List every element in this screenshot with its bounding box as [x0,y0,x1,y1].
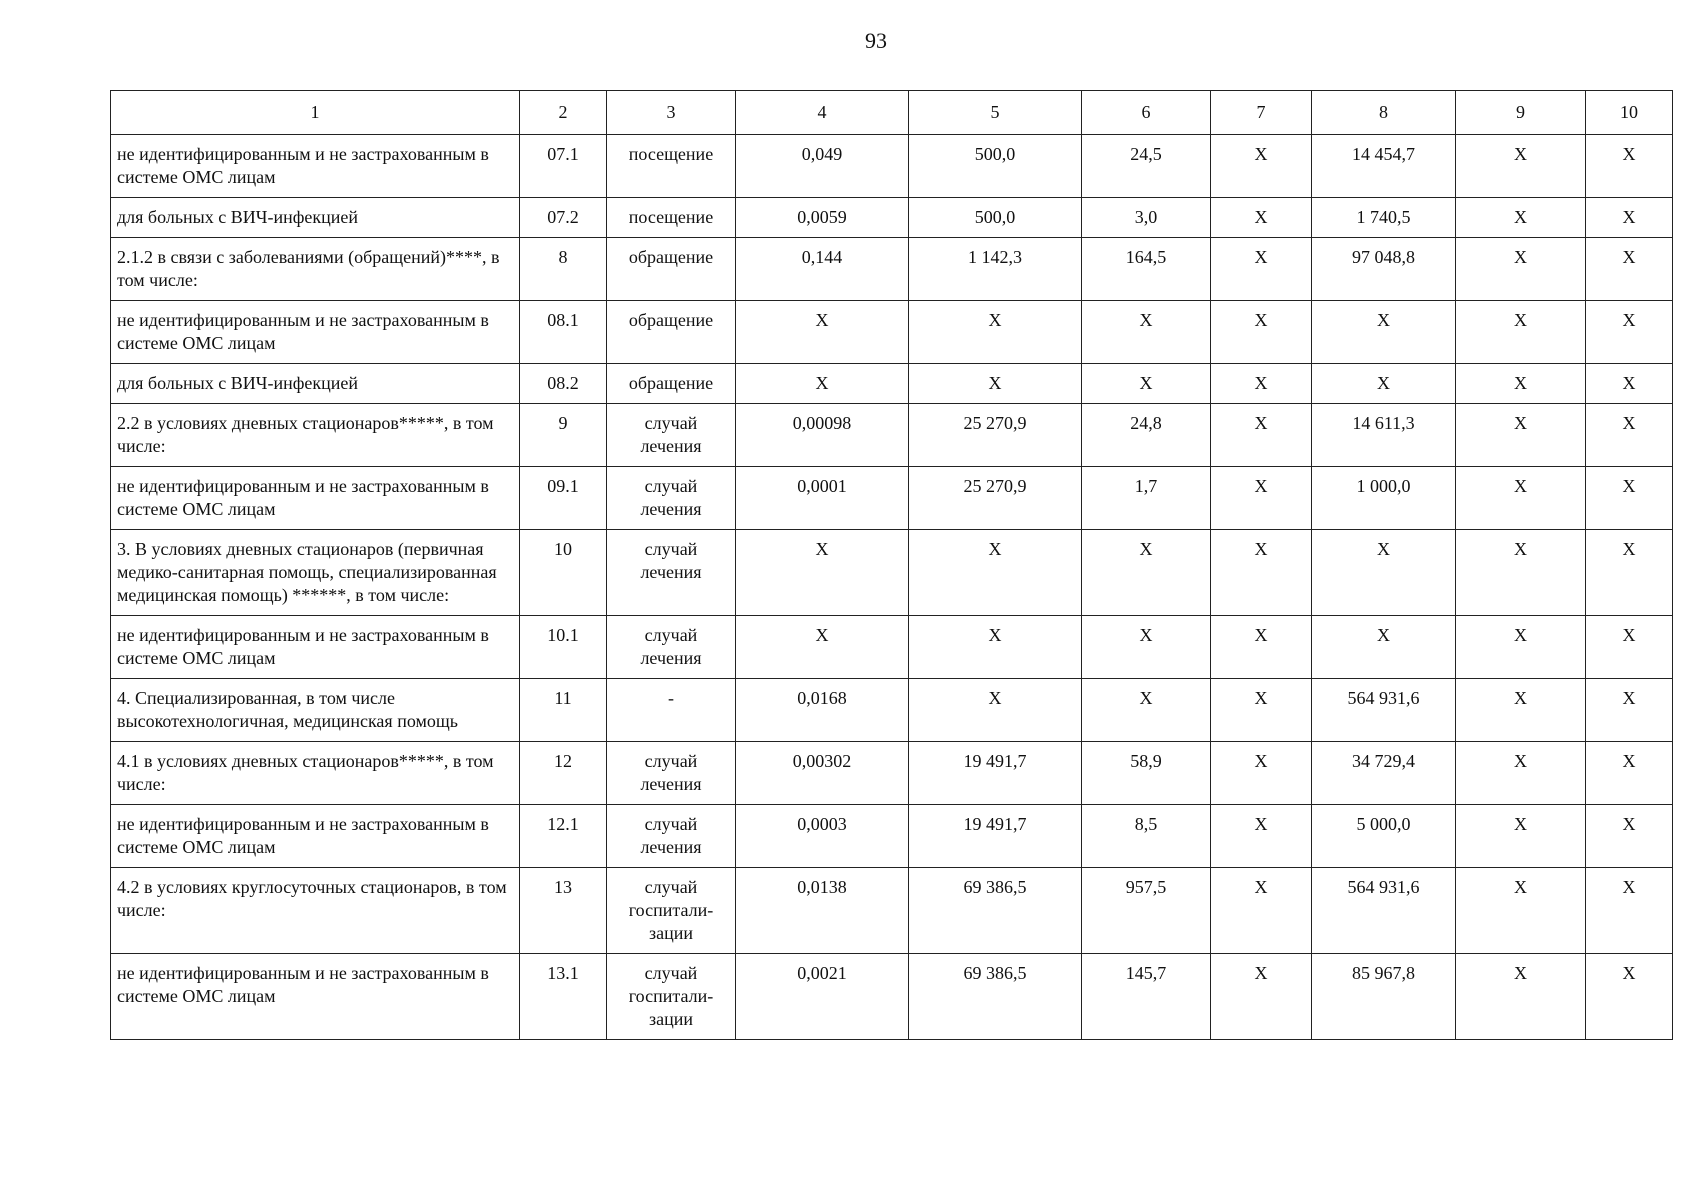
cell-norm-cost: 19 491,7 [909,742,1082,805]
cell-cost-total: 1 740,5 [1312,198,1456,238]
table-row [111,679,1673,742]
header-cell-3: 3 [607,91,736,135]
cell-row-label: 4.1 в условиях дневных стационаров*****, в том числе: [111,742,520,805]
cell-row-code: 07.2 [520,198,607,238]
cell-col-7: Х [1211,135,1312,198]
cell-per-capita: 58,9 [1082,742,1211,805]
table-row [111,198,1673,238]
cell-col-10: Х [1586,467,1673,530]
table-row [111,805,1673,868]
cell-col-9: Х [1456,805,1586,868]
cell-col-9: Х [1456,868,1586,954]
page-number: 93 [865,28,887,53]
table-row [111,404,1673,467]
cell-row-label: 3. В условиях дневных стационаров (первичная медико-санитарная помощь, специализированная медицинская помощь) ******, в том числе: [111,530,520,616]
cell-row-code: 8 [520,238,607,301]
cell-unit: обращение [607,238,736,301]
cell-row-label: для больных с ВИЧ-инфекцией [111,364,520,404]
cell-col-10: Х [1586,805,1673,868]
cell-col-7: Х [1211,530,1312,616]
cell-cost-total: 1 000,0 [1312,467,1456,530]
cell-col-9: Х [1456,364,1586,404]
cell-row-code: 10.1 [520,616,607,679]
cell-row-code: 08.1 [520,301,607,364]
cell-norm-cost: 25 270,9 [909,404,1082,467]
cell-row-label: не идентифицированным и не застрахованным в системе ОМС лицам [111,301,520,364]
cell-per-capita: Х [1082,530,1211,616]
cell-cost-total: 14 454,7 [1312,135,1456,198]
cell-norm-volume: 0,00098 [736,404,909,467]
cell-unit: случай лечения [607,530,736,616]
table-row [111,616,1673,679]
cell-row-label: 2.1.2 в связи с заболеваниями (обращений)****, в том числе: [111,238,520,301]
cell-row-label: 2.2 в условиях дневных стационаров*****, в том числе: [111,404,520,467]
cell-norm-cost: 1 142,3 [909,238,1082,301]
cell-col-10: Х [1586,530,1673,616]
cell-unit: случай лечения [607,467,736,530]
cell-row-label: для больных с ВИЧ-инфекцией [111,198,520,238]
cell-col-7: Х [1211,805,1312,868]
cell-norm-cost: Х [909,616,1082,679]
cell-unit: посещение [607,135,736,198]
cell-unit: случай госпитали-зации [607,954,736,1040]
cell-norm-cost: 500,0 [909,198,1082,238]
cell-unit: случай лечения [607,616,736,679]
cell-norm-volume: 0,0021 [736,954,909,1040]
header-cell-1: 1 [111,91,520,135]
cell-unit: случай лечения [607,742,736,805]
cell-per-capita: 24,5 [1082,135,1211,198]
cell-per-capita: 1,7 [1082,467,1211,530]
cell-cost-total: 14 611,3 [1312,404,1456,467]
cell-row-code: 12.1 [520,805,607,868]
cell-col-10: Х [1586,679,1673,742]
cell-norm-volume: Х [736,530,909,616]
cell-row-label: не идентифицированным и не застрахованным в системе ОМС лицам [111,467,520,530]
cell-row-label: не идентифицированным и не застрахованным в системе ОМС лицам [111,135,520,198]
cell-norm-volume: 0,0168 [736,679,909,742]
cell-unit: обращение [607,301,736,364]
cell-col-9: Х [1456,616,1586,679]
table-row [111,364,1673,404]
data-table [110,90,1673,1040]
cell-row-code: 09.1 [520,467,607,530]
cell-norm-volume: 0,0001 [736,467,909,530]
cell-per-capita: 3,0 [1082,198,1211,238]
cell-norm-volume: 0,0138 [736,868,909,954]
cell-per-capita: 145,7 [1082,954,1211,1040]
cell-col-9: Х [1456,742,1586,805]
cell-row-label: 4.2 в условиях круглосуточных стационаров, в том числе: [111,868,520,954]
cell-per-capita: 8,5 [1082,805,1211,868]
cell-col-7: Х [1211,198,1312,238]
cell-col-10: Х [1586,404,1673,467]
cell-norm-volume: 0,00302 [736,742,909,805]
cell-col-9: Х [1456,530,1586,616]
cell-row-label: не идентифицированным и не застрахованным в системе ОМС лицам [111,954,520,1040]
cell-row-code: 10 [520,530,607,616]
table-row [111,301,1673,364]
cell-col-10: Х [1586,364,1673,404]
cell-per-capita: 164,5 [1082,238,1211,301]
header-row [111,91,1673,135]
cell-col-9: Х [1456,301,1586,364]
cell-cost-total: Х [1312,301,1456,364]
cell-unit: случай лечения [607,404,736,467]
cell-col-7: Х [1211,954,1312,1040]
cell-row-code: 07.1 [520,135,607,198]
cell-norm-volume: 0,144 [736,238,909,301]
cell-cost-total: 564 931,6 [1312,868,1456,954]
table-row [111,742,1673,805]
cell-norm-volume: 0,0003 [736,805,909,868]
cell-cost-total: Х [1312,364,1456,404]
cell-per-capita: Х [1082,364,1211,404]
cell-row-label: не идентифицированным и не застрахованным в системе ОМС лицам [111,616,520,679]
cell-cost-total: 85 967,8 [1312,954,1456,1040]
cell-col-9: Х [1456,679,1586,742]
table-row [111,530,1673,616]
cell-per-capita: 957,5 [1082,868,1211,954]
cell-per-capita: Х [1082,301,1211,364]
table-body [111,91,1673,1040]
table-row [111,467,1673,530]
cell-norm-cost: 500,0 [909,135,1082,198]
cell-col-10: Х [1586,868,1673,954]
cell-col-7: Х [1211,742,1312,805]
cell-col-7: Х [1211,404,1312,467]
cell-cost-total: 564 931,6 [1312,679,1456,742]
cell-row-code: 13 [520,868,607,954]
cell-row-code: 9 [520,404,607,467]
cell-col-9: Х [1456,954,1586,1040]
table-row [111,954,1673,1040]
cell-row-code: 11 [520,679,607,742]
cell-col-10: Х [1586,198,1673,238]
cell-norm-cost: Х [909,301,1082,364]
table-row [111,135,1673,198]
cell-col-9: Х [1456,238,1586,301]
cell-norm-cost: Х [909,530,1082,616]
cell-norm-volume: Х [736,301,909,364]
cell-norm-volume: 0,0059 [736,198,909,238]
cell-unit: посещение [607,198,736,238]
header-cell-8: 8 [1312,91,1456,135]
cell-unit: случай лечения [607,805,736,868]
cell-col-10: Х [1586,238,1673,301]
header-cell-9: 9 [1456,91,1586,135]
cell-norm-volume: 0,049 [736,135,909,198]
cell-col-7: Х [1211,616,1312,679]
cell-col-10: Х [1586,742,1673,805]
cell-row-label: не идентифицированным и не застрахованным в системе ОМС лицам [111,805,520,868]
cell-cost-total: 34 729,4 [1312,742,1456,805]
cell-col-9: Х [1456,467,1586,530]
cell-cost-total: Х [1312,616,1456,679]
cell-row-code: 08.2 [520,364,607,404]
cell-cost-total: Х [1312,530,1456,616]
cell-norm-volume: Х [736,364,909,404]
header-cell-5: 5 [909,91,1082,135]
cell-norm-cost: Х [909,679,1082,742]
cell-col-7: Х [1211,868,1312,954]
cell-col-7: Х [1211,301,1312,364]
cell-unit: случай госпитали-зации [607,868,736,954]
header-cell-7: 7 [1211,91,1312,135]
cell-col-7: Х [1211,364,1312,404]
header-cell-2: 2 [520,91,607,135]
cell-norm-cost: Х [909,364,1082,404]
cell-row-code: 13.1 [520,954,607,1040]
cell-col-10: Х [1586,135,1673,198]
cell-row-code: 12 [520,742,607,805]
cell-unit: обращение [607,364,736,404]
cell-col-10: Х [1586,616,1673,679]
cell-cost-total: 5 000,0 [1312,805,1456,868]
table-row [111,868,1673,954]
cell-col-9: Х [1456,135,1586,198]
cell-norm-volume: Х [736,616,909,679]
cell-cost-total: 97 048,8 [1312,238,1456,301]
cell-norm-cost: 69 386,5 [909,954,1082,1040]
table-row [111,238,1673,301]
cell-col-7: Х [1211,238,1312,301]
header-cell-6: 6 [1082,91,1211,135]
cell-col-10: Х [1586,301,1673,364]
cell-col-9: Х [1456,404,1586,467]
cell-row-label: 4. Специализированная, в том числе высокотехнологичная, медицинская помощь [111,679,520,742]
cell-unit: - [607,679,736,742]
cell-col-7: Х [1211,467,1312,530]
header-cell-10: 10 [1586,91,1673,135]
header-cell-4: 4 [736,91,909,135]
cell-col-10: Х [1586,954,1673,1040]
cell-norm-cost: 19 491,7 [909,805,1082,868]
cell-col-9: Х [1456,198,1586,238]
cell-norm-cost: 69 386,5 [909,868,1082,954]
cell-per-capita: 24,8 [1082,404,1211,467]
cell-col-7: Х [1211,679,1312,742]
cell-per-capita: Х [1082,679,1211,742]
cell-per-capita: Х [1082,616,1211,679]
cell-norm-cost: 25 270,9 [909,467,1082,530]
